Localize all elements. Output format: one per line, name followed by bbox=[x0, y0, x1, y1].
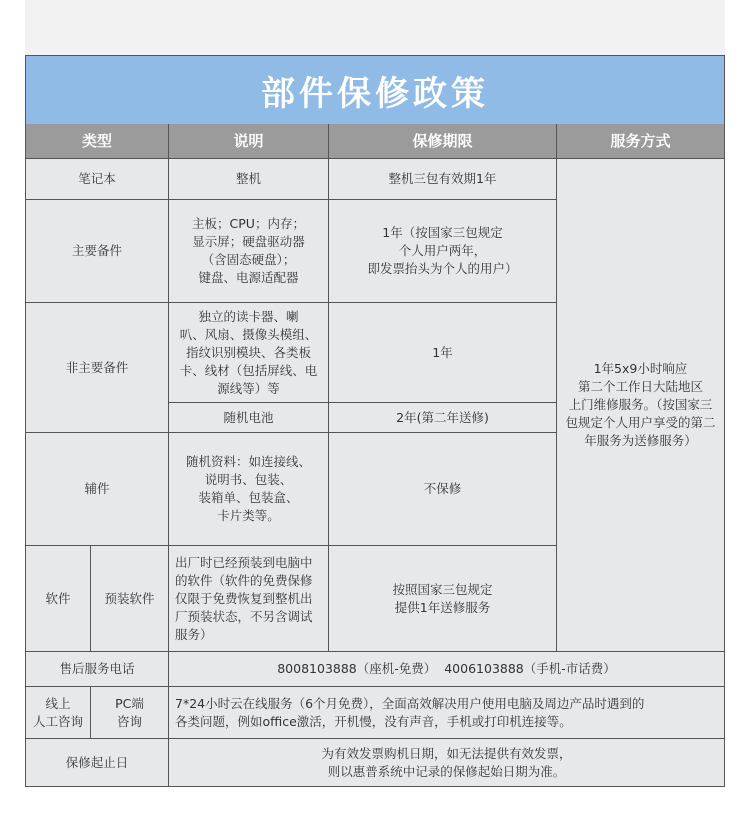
row-non-main-period: 1年 bbox=[329, 303, 557, 403]
header-period: 保修期限 bbox=[329, 124, 557, 159]
row-notebook-type: 笔记本 bbox=[26, 159, 169, 200]
row-notebook-desc: 整机 bbox=[169, 159, 329, 200]
service-method: 1年5x9小时响应 第二个工作日大陆地区 上门维修服务。（按国家三包规定个人用户享受的第二年服务为送修服务） bbox=[557, 159, 724, 652]
row-software-type: 软件 bbox=[26, 546, 91, 652]
consult-sublabel: PC端 咨询 bbox=[91, 687, 169, 739]
row-notebook-period: 整机三包有效期1年 bbox=[329, 159, 557, 200]
row-software-desc: 出厂时已经预装到电脑中的软件（软件的免费保修仅限于免费恢复到整机出厂预装状态，不另含调试服务） bbox=[169, 546, 329, 652]
row-accessories-type: 辅件 bbox=[26, 433, 169, 546]
row-non-main-type: 非主要备件 bbox=[26, 303, 169, 433]
row-main-parts-period: 1年（按国家三包规定 个人用户两年， 即发票抬头为个人的用户） bbox=[329, 200, 557, 303]
row-battery-desc: 随机电池 bbox=[169, 403, 329, 433]
hotline-value: 8008103888（座机-免费） 4006103888（手机-市话费） bbox=[169, 652, 724, 687]
row-non-main-desc: 独立的读卡器、喇 叭、风扇、摄像头模组、 指纹识别模块、各类板 卡、线材（包括屏线、电 源线等）等 bbox=[169, 303, 329, 403]
top-band bbox=[25, 0, 725, 55]
header-service: 服务方式 bbox=[557, 124, 724, 159]
row-software-subtype: 预装软件 bbox=[91, 546, 169, 652]
row-accessories-desc: 随机资料：如连接线、 说明书、包装、 装箱单、包装盒、 卡片类等。 bbox=[169, 433, 329, 546]
page-title: 部件保修政策 bbox=[26, 56, 724, 124]
header-desc: 说明 bbox=[169, 124, 329, 159]
row-main-parts-type: 主要备件 bbox=[26, 200, 169, 303]
row-accessories-period: 不保修 bbox=[329, 433, 557, 546]
consult-value: 7*24小时云在线服务（6个月免费），全面高效解决用户使用电脑及周边产品时遇到的 各类问题，例如office激活，开机慢，没有声音，手机或打印机连接等。 bbox=[169, 687, 724, 739]
row-main-parts-desc: 主板；CPU；内存； 显示屏；硬盘驱动器 （含固态硬盘）； 键盘、电源适配器 bbox=[169, 200, 329, 303]
consult-label: 线上 人工咨询 bbox=[26, 687, 91, 739]
start-date-value: 为有效发票购机日期，如无法提供有效发票， 则以惠普系统中记录的保修起始日期为准。 bbox=[321, 745, 572, 779]
warranty-table bbox=[25, 55, 725, 787]
hotline-label: 售后服务电话 bbox=[26, 652, 169, 687]
header-type: 类型 bbox=[26, 124, 169, 159]
start-date-label: 保修起止日 bbox=[26, 739, 169, 786]
row-software-period: 按照国家三包规定 提供1年送修服务 bbox=[329, 546, 557, 652]
row-battery-period: 2年(第二年送修) bbox=[329, 403, 557, 433]
